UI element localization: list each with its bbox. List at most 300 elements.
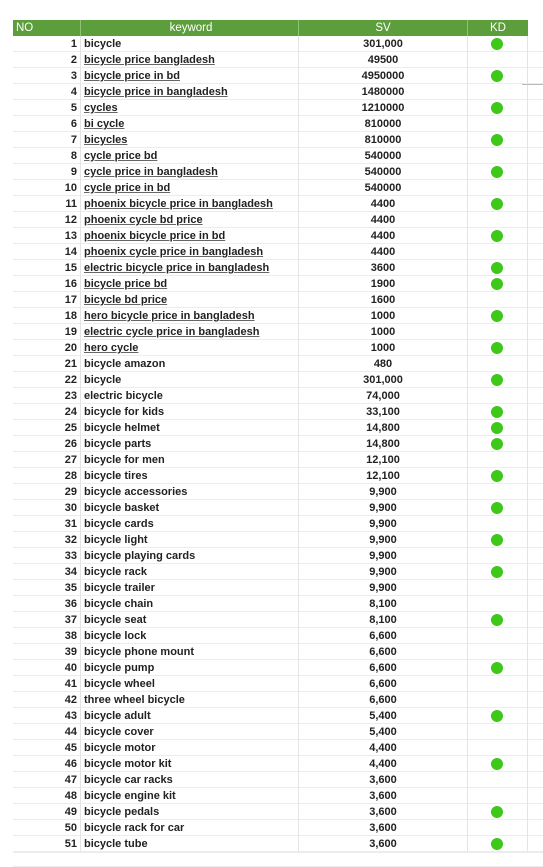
empty-cell[interactable] [528,804,543,820]
keyword-cell[interactable] [81,580,299,596]
keyword-cell[interactable] [81,292,299,308]
empty-cell[interactable] [528,628,543,644]
kd-cell[interactable] [468,196,528,212]
empty-cell[interactable] [528,132,543,148]
row-number[interactable]: 49 [13,804,81,820]
table-row[interactable] [13,196,543,212]
row-number[interactable]: 48 [13,788,81,804]
table-row[interactable] [13,516,543,532]
kd-cell[interactable] [468,100,528,116]
keyword-cell[interactable] [81,148,299,164]
table-row[interactable] [13,772,543,788]
keyword-cell[interactable] [81,500,299,516]
empty-cell[interactable] [528,500,543,516]
row-number[interactable]: 31 [13,516,81,532]
table-row[interactable] [13,180,543,196]
search-volume-cell[interactable]: 1000 [299,324,468,340]
keyword-cell[interactable] [81,644,299,660]
keyword-cell[interactable] [81,676,299,692]
search-volume-cell[interactable]: 480 [299,356,468,372]
row-number[interactable]: 43 [13,708,81,724]
keyword-cell[interactable] [81,84,299,100]
search-volume-cell[interactable]: 4400 [299,244,468,260]
search-volume-cell[interactable]: 3,600 [299,772,468,788]
row-number[interactable]: 36 [13,596,81,612]
empty-cell[interactable] [528,68,543,84]
search-volume-cell[interactable]: 540000 [299,148,468,164]
row-number[interactable]: 4 [13,84,81,100]
keyword-cell[interactable] [81,372,299,388]
row-number[interactable]: 8 [13,148,81,164]
keyword-cell[interactable] [81,276,299,292]
search-volume-cell[interactable]: 8,100 [299,596,468,612]
empty-cell[interactable] [528,36,543,52]
search-volume-cell[interactable]: 4400 [299,228,468,244]
search-volume-cell[interactable]: 5,400 [299,708,468,724]
table-row[interactable] [13,372,543,388]
kd-cell[interactable] [468,36,528,52]
search-volume-cell[interactable]: 14,800 [299,436,468,452]
empty-cell[interactable] [528,84,543,100]
search-volume-cell[interactable]: 3,600 [299,788,468,804]
search-volume-cell[interactable]: 9,900 [299,484,468,500]
empty-cell[interactable] [528,228,543,244]
row-number[interactable]: 15 [13,260,81,276]
table-row[interactable] [13,388,543,404]
row-number[interactable]: 28 [13,468,81,484]
row-number[interactable]: 40 [13,660,81,676]
empty-cell[interactable] [528,436,543,452]
search-volume-cell[interactable]: 9,900 [299,580,468,596]
keyword-cell[interactable] [81,388,299,404]
row-number[interactable]: 30 [13,500,81,516]
empty-cell[interactable] [528,676,543,692]
kd-cell[interactable] [468,516,528,532]
table-row[interactable] [13,468,543,484]
table-row[interactable] [13,68,543,84]
empty-cell[interactable] [528,100,543,116]
search-volume-cell[interactable]: 3,600 [299,820,468,836]
row-number[interactable]: 33 [13,548,81,564]
empty-cell[interactable] [528,452,543,468]
keyword-cell[interactable] [81,532,299,548]
header-keyword[interactable]: keyword [81,20,299,36]
table-row[interactable] [13,724,543,740]
table-row[interactable] [13,164,543,180]
kd-cell[interactable] [468,484,528,500]
empty-cell[interactable] [528,692,543,708]
search-volume-cell[interactable]: 4,400 [299,740,468,756]
keyword-cell[interactable] [81,100,299,116]
search-volume-cell[interactable]: 6,600 [299,660,468,676]
table-row[interactable] [13,596,543,612]
keyword-cell[interactable] [81,692,299,708]
empty-cell[interactable] [528,404,543,420]
empty-cell[interactable] [528,52,543,68]
keyword-cell[interactable] [81,68,299,84]
search-volume-cell[interactable]: 9,900 [299,500,468,516]
keyword-cell[interactable] [81,836,299,852]
search-volume-cell[interactable]: 5,400 [299,724,468,740]
row-number[interactable]: 16 [13,276,81,292]
kd-cell[interactable] [468,596,528,612]
row-number[interactable]: 27 [13,452,81,468]
table-row[interactable] [13,532,543,548]
row-number[interactable]: 20 [13,340,81,356]
row-number[interactable]: 37 [13,612,81,628]
table-row[interactable] [13,100,543,116]
search-volume-cell[interactable]: 6,600 [299,628,468,644]
kd-cell[interactable] [468,356,528,372]
search-volume-cell[interactable]: 1210000 [299,100,468,116]
row-number[interactable]: 51 [13,836,81,852]
search-volume-cell[interactable]: 12,100 [299,468,468,484]
row-number[interactable]: 24 [13,404,81,420]
keyword-cell[interactable] [81,404,299,420]
table-row[interactable] [13,52,543,68]
search-volume-cell[interactable]: 49500 [299,52,468,68]
keyword-cell[interactable] [81,484,299,500]
keyword-cell[interactable] [81,420,299,436]
empty-cell[interactable] [528,532,543,548]
kd-cell[interactable] [468,372,528,388]
search-volume-cell[interactable]: 6,600 [299,644,468,660]
table-row[interactable] [13,132,543,148]
table-row[interactable] [13,324,543,340]
search-volume-cell[interactable]: 1000 [299,308,468,324]
kd-cell[interactable] [468,84,528,100]
row-number[interactable]: 29 [13,484,81,500]
row-number[interactable]: 3 [13,68,81,84]
keyword-cell[interactable] [81,756,299,772]
search-volume-cell[interactable]: 1900 [299,276,468,292]
row-number[interactable]: 45 [13,740,81,756]
kd-cell[interactable] [468,228,528,244]
kd-cell[interactable] [468,836,528,852]
search-volume-cell[interactable]: 1480000 [299,84,468,100]
row-number[interactable]: 42 [13,692,81,708]
keyword-cell[interactable] [81,228,299,244]
table-row[interactable] [13,692,543,708]
keyword-cell[interactable] [81,212,299,228]
kd-cell[interactable] [468,388,528,404]
table-row[interactable] [13,628,543,644]
table-row[interactable] [13,644,543,660]
kd-cell[interactable] [468,132,528,148]
kd-cell[interactable] [468,644,528,660]
search-volume-cell[interactable]: 3600 [299,260,468,276]
table-row[interactable] [13,788,543,804]
empty-cell[interactable] [528,644,543,660]
keyword-cell[interactable] [81,180,299,196]
search-volume-cell[interactable]: 4400 [299,212,468,228]
search-volume-cell[interactable]: 9,900 [299,516,468,532]
table-row[interactable] [13,308,543,324]
search-volume-cell[interactable]: 301,000 [299,36,468,52]
row-number[interactable]: 39 [13,644,81,660]
keyword-cell[interactable] [81,612,299,628]
kd-cell[interactable] [468,148,528,164]
search-volume-cell[interactable]: 1600 [299,292,468,308]
kd-cell[interactable] [468,564,528,580]
empty-cell[interactable] [528,740,543,756]
header-no[interactable]: NO [13,20,81,36]
kd-cell[interactable] [468,404,528,420]
empty-cell[interactable] [528,820,543,836]
row-number[interactable]: 22 [13,372,81,388]
keyword-cell[interactable] [81,244,299,260]
kd-cell[interactable] [468,532,528,548]
kd-cell[interactable] [468,740,528,756]
keyword-cell[interactable] [81,324,299,340]
table-row[interactable] [13,484,543,500]
kd-cell[interactable] [468,500,528,516]
table-row[interactable] [13,756,543,772]
search-volume-cell[interactable]: 4950000 [299,68,468,84]
row-number[interactable]: 5 [13,100,81,116]
empty-cell[interactable] [528,276,543,292]
table-row[interactable] [13,228,543,244]
row-number[interactable]: 38 [13,628,81,644]
keyword-cell[interactable] [81,548,299,564]
empty-cell[interactable] [528,244,543,260]
kd-cell[interactable] [468,660,528,676]
empty-cell[interactable] [528,468,543,484]
empty-cell[interactable] [528,516,543,532]
row-number[interactable]: 50 [13,820,81,836]
empty-cell[interactable] [528,548,543,564]
kd-cell[interactable] [468,676,528,692]
header-empty-cell[interactable] [528,20,543,36]
row-number[interactable]: 34 [13,564,81,580]
table-row[interactable] [13,804,543,820]
kd-cell[interactable] [468,308,528,324]
empty-cell[interactable] [528,484,543,500]
kd-cell[interactable] [468,468,528,484]
empty-cell[interactable] [528,260,543,276]
row-number[interactable]: 14 [13,244,81,260]
table-row[interactable] [13,212,543,228]
kd-cell[interactable] [468,244,528,260]
table-row[interactable] [13,820,543,836]
kd-cell[interactable] [468,260,528,276]
kd-cell[interactable] [468,420,528,436]
kd-cell[interactable] [468,68,528,84]
empty-cell[interactable] [528,596,543,612]
keyword-cell[interactable] [81,820,299,836]
table-row[interactable] [13,500,543,516]
keyword-cell[interactable] [81,164,299,180]
table-row[interactable] [13,564,543,580]
table-row[interactable] [13,244,543,260]
row-number[interactable]: 11 [13,196,81,212]
keyword-cell[interactable] [81,788,299,804]
empty-cell[interactable] [528,116,543,132]
table-row[interactable] [13,116,543,132]
header-sv[interactable]: SV [299,20,468,36]
empty-cell[interactable] [528,372,543,388]
row-number[interactable]: 12 [13,212,81,228]
empty-cell[interactable] [528,180,543,196]
search-volume-cell[interactable]: 9,900 [299,532,468,548]
row-number[interactable]: 35 [13,580,81,596]
keyword-cell[interactable] [81,52,299,68]
keyword-cell[interactable] [81,132,299,148]
empty-cell[interactable] [528,612,543,628]
row-number[interactable]: 7 [13,132,81,148]
empty-cell[interactable] [528,772,543,788]
search-volume-cell[interactable]: 14,800 [299,420,468,436]
search-volume-cell[interactable]: 6,600 [299,676,468,692]
row-number[interactable]: 25 [13,420,81,436]
keyword-cell[interactable] [81,116,299,132]
table-row[interactable] [13,452,543,468]
empty-cell[interactable] [528,420,543,436]
table-row[interactable] [13,276,543,292]
keyword-cell[interactable] [81,36,299,52]
kd-cell[interactable] [468,724,528,740]
keyword-cell[interactable] [81,772,299,788]
empty-cell[interactable] [528,580,543,596]
empty-cell[interactable] [528,292,543,308]
keyword-cell[interactable] [81,708,299,724]
row-number[interactable]: 44 [13,724,81,740]
row-number[interactable]: 6 [13,116,81,132]
search-volume-cell[interactable]: 6,600 [299,692,468,708]
search-volume-cell[interactable]: 33,100 [299,404,468,420]
keyword-cell[interactable] [81,468,299,484]
keyword-cell[interactable] [81,260,299,276]
table-row[interactable] [13,612,543,628]
empty-cell[interactable] [528,356,543,372]
search-volume-cell[interactable]: 540000 [299,180,468,196]
keyword-cell[interactable] [81,436,299,452]
search-volume-cell[interactable]: 3,600 [299,804,468,820]
search-volume-cell[interactable]: 540000 [299,164,468,180]
row-number[interactable]: 46 [13,756,81,772]
table-row[interactable] [13,148,543,164]
empty-cell[interactable] [528,324,543,340]
kd-cell[interactable] [468,436,528,452]
table-row[interactable] [13,836,543,852]
empty-cell[interactable] [528,564,543,580]
kd-cell[interactable] [468,52,528,68]
search-volume-cell[interactable]: 9,900 [299,564,468,580]
search-volume-cell[interactable]: 4400 [299,196,468,212]
kd-cell[interactable] [468,180,528,196]
empty-cell[interactable] [528,308,543,324]
kd-cell[interactable] [468,708,528,724]
keyword-cell[interactable] [81,740,299,756]
empty-cell[interactable] [528,164,543,180]
empty-cell[interactable] [528,212,543,228]
row-number[interactable]: 26 [13,436,81,452]
row-number[interactable]: 19 [13,324,81,340]
search-volume-cell[interactable]: 9,900 [299,548,468,564]
empty-cell[interactable] [528,340,543,356]
row-number[interactable]: 2 [13,52,81,68]
kd-cell[interactable] [468,452,528,468]
kd-cell[interactable] [468,340,528,356]
table-row[interactable] [13,436,543,452]
search-volume-cell[interactable]: 301,000 [299,372,468,388]
search-volume-cell[interactable]: 3,600 [299,836,468,852]
keyword-cell[interactable] [81,660,299,676]
keyword-cell[interactable] [81,308,299,324]
table-row[interactable] [13,404,543,420]
kd-cell[interactable] [468,692,528,708]
kd-cell[interactable] [468,628,528,644]
search-volume-cell[interactable]: 12,100 [299,452,468,468]
search-volume-cell[interactable]: 4,400 [299,756,468,772]
table-row[interactable] [13,292,543,308]
kd-cell[interactable] [468,324,528,340]
table-row[interactable] [13,356,543,372]
row-number[interactable]: 1 [13,36,81,52]
search-volume-cell[interactable]: 1000 [299,340,468,356]
keyword-cell[interactable] [81,340,299,356]
kd-cell[interactable] [468,788,528,804]
row-number[interactable]: 13 [13,228,81,244]
table-row[interactable] [13,708,543,724]
keyword-cell[interactable] [81,724,299,740]
keyword-cell[interactable] [81,804,299,820]
kd-cell[interactable] [468,116,528,132]
kd-cell[interactable] [468,804,528,820]
table-row[interactable] [13,260,543,276]
table-row[interactable] [13,36,543,52]
table-row[interactable] [13,660,543,676]
kd-cell[interactable] [468,612,528,628]
table-row[interactable] [13,548,543,564]
keyword-cell[interactable] [81,628,299,644]
row-number[interactable]: 9 [13,164,81,180]
table-row[interactable] [13,420,543,436]
keyword-cell[interactable] [81,516,299,532]
empty-cell[interactable] [528,388,543,404]
kd-cell[interactable] [468,772,528,788]
table-row[interactable] [13,84,543,100]
kd-cell[interactable] [468,580,528,596]
kd-cell[interactable] [468,276,528,292]
kd-cell[interactable] [468,820,528,836]
kd-cell[interactable] [468,548,528,564]
search-volume-cell[interactable]: 810000 [299,116,468,132]
keyword-cell[interactable] [81,564,299,580]
table-row[interactable] [13,340,543,356]
keyword-cell[interactable] [81,356,299,372]
row-number[interactable]: 21 [13,356,81,372]
keyword-cell[interactable] [81,196,299,212]
empty-cell[interactable] [528,660,543,676]
kd-cell[interactable] [468,164,528,180]
empty-cell[interactable] [528,724,543,740]
search-volume-cell[interactable]: 810000 [299,132,468,148]
table-row[interactable] [13,740,543,756]
search-volume-cell[interactable]: 8,100 [299,612,468,628]
empty-cell[interactable] [528,708,543,724]
kd-cell[interactable] [468,756,528,772]
keyword-cell[interactable] [81,596,299,612]
row-number[interactable]: 10 [13,180,81,196]
row-number[interactable]: 18 [13,308,81,324]
table-row[interactable] [13,676,543,692]
row-number[interactable]: 17 [13,292,81,308]
empty-cell[interactable] [528,148,543,164]
empty-cell[interactable] [528,196,543,212]
empty-cell[interactable] [528,788,543,804]
row-number[interactable]: 23 [13,388,81,404]
